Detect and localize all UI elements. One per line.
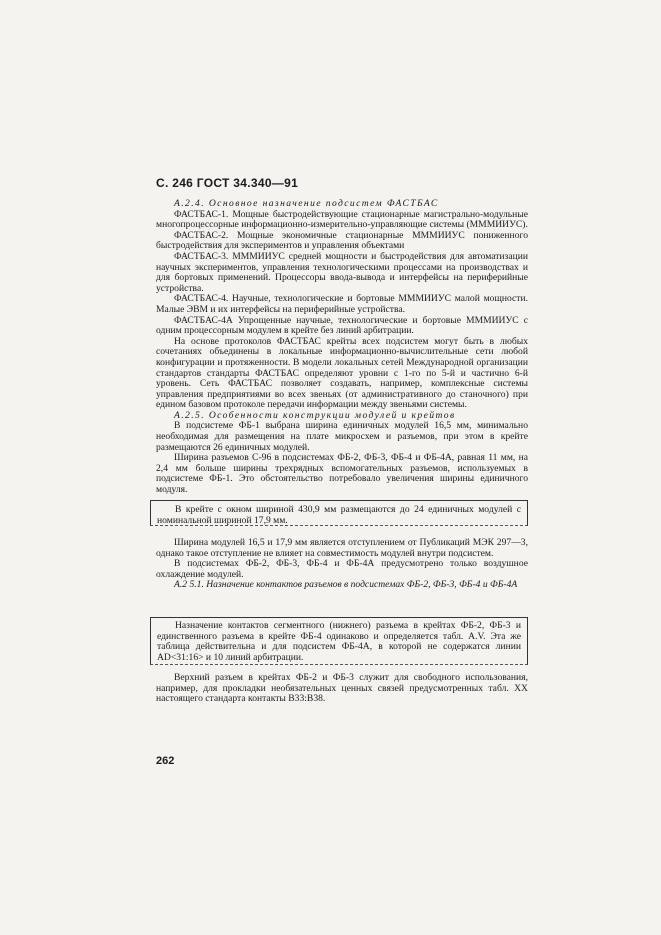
section-heading-a24: А.2.4. Основное назначение подсистем ФАСТБАС: [174, 198, 439, 209]
text-block-middle: [156, 538, 528, 591]
section-heading-a25: А.2.5. Особенности конструкции модулей и крейтов: [174, 409, 456, 421]
paragraph: Верхний разъем в крейтах ФБ-2 и ФБ-3 служит для свободного использования, например, для прокладки необязательных ценных связей предусмотренных табл. XX настоящего стандарта контакты В33:В38.: [156, 672, 528, 705]
section-heading-a251: А.2 5.1. Назначение контактов разъемов в подсистемах ФБ-2, ФБ-3, ФБ-4 и ФБ-4А: [174, 579, 518, 591]
text-block-upper: [156, 199, 528, 496]
boxed-note-2: [150, 617, 528, 665]
paragraph: В подсистемах ФБ-2, ФБ-3, ФБ-4 и ФБ-4А предусмотрено только воздушное охлаждение модулей.: [156, 558, 528, 580]
paragraph: Ширина разъемов С-96 в подсистемах ФБ-2, ФБ-3, ФБ-4 и ФБ-4А, равная 11 мм, на 2,4 мм больше ширины трехрядных вспомогательных разъемов, используемых в подсистеме ФБ-1. Это обстоятельство потребовало увеличения ширины единичного модуля.: [156, 452, 528, 496]
paragraph: На основе протоколов ФАСТБАС крейты всех подсистем могут быть в любых сочетаниях объединены в локальные информационно-вычислительные сети любой конфигурации и протяженности. В модели локальных сетей Международной организации стандартов стандарты ФАСТБАС определяют уровни с 1-го по 5-й и частично 6-й уровень. Сеть ФАСТБАС позволяет создавать, например, комплексные системы управления предприятиями во всех звеньях (от административного до станочного) при едином базовом протоколе передачи информации между звеньями системы.: [156, 335, 528, 411]
boxed-text: В крейте с окном шириной 430,9 мм размещаются до 24 единичных модулей с номинальной шириной 17,9 мм.: [157, 504, 521, 526]
boxed-text: Назначение контактов сегментного (нижнего) разъема в крейтах ФБ-2, ФБ-3 и единственного разъема в крейте ФБ-4 одинаково и определяется табл. А.V. Эта же таблица действительна и для подсистем ФБ-4А, в которой не содержатся линии AD<31:16> и 10 линий арбитрации.: [157, 620, 521, 663]
paragraph: ФАСТБАС-1. Мощные быстродействующие стационарные магистрально-модульные многопроцессорные информационно-измерительно-управляющие системы (МММИИУС).: [156, 208, 528, 231]
paragraph: ФАСТБАС-4А Упрощенные научные, технологические и бортовые МММИИУС с одним процессорным модулем в крейте без линий арбитрации.: [156, 314, 528, 337]
paragraph: ФАСТБАС-2. Мощные экономичные стационарные МММИИУС пониженного быстродействия для экспериментов и управления объектами: [156, 229, 528, 252]
paragraph: ФАСТБАС-4. Научные, технологические и бортовые МММИИУС малой мощности. Малые ЭВМ и их интерфейсы на периферийные устройства.: [156, 293, 528, 315]
paragraph: Ширина модулей 16,5 и 17,9 мм является отступлением от Публикаций МЭК 297—3, однако такое отступление не влияет на совместимость модулей внутри подсистем.: [156, 537, 528, 559]
page-number: 262: [156, 755, 175, 767]
paragraph: ФАСТБАС-3. МММИИУС средней мощности и быстродействия для автоматизации научных экспериментов, управления технологическими процессами на производствах и для бортовых применений. Процессоры ввода-вывода и интерфейсы на периферийные устройства.: [156, 250, 528, 294]
text-block-lower: [156, 673, 528, 705]
boxed-note-1: [150, 500, 528, 526]
running-header: С. 246 ГОСТ 34.340—91: [156, 176, 299, 190]
paragraph: В подсистеме ФБ-1 выбрана ширина единичных модулей 16,5 мм, минимально необходимая для размещения на плате микросхем и разъемов, при этом в крейте размещаются 26 единичных модулей.: [156, 420, 528, 453]
